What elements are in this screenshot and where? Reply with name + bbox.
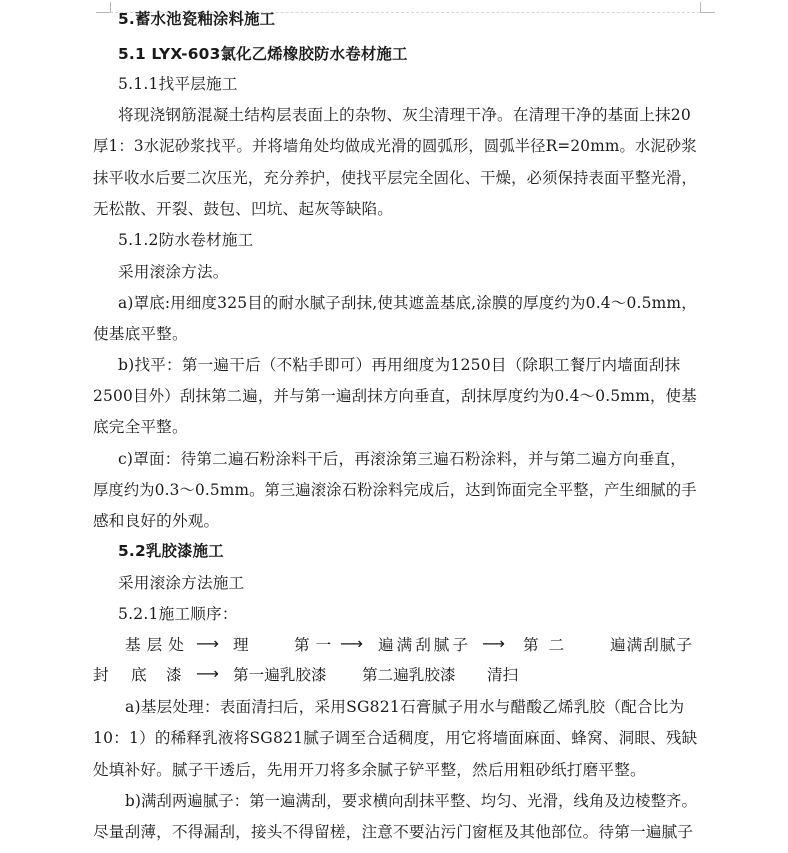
heading-5-2: 5.2乳胶漆施工	[118, 542, 224, 560]
flow-step-seal-2: 底	[131, 666, 147, 684]
method-text: 采用滚涂方法施工	[118, 574, 245, 592]
paragraph-line: 感和良好的外观。	[93, 512, 220, 530]
paragraph-line: 处填补好。腻子干透后，先用开刀将多余腻子铲平整，然后用粗砂纸打磨平整。	[93, 761, 646, 779]
flow-step-base-end: 理	[233, 636, 249, 654]
arrow-right-icon: ⟶	[340, 634, 363, 653]
paragraph-line: 厚1：3水泥砂浆找平。并将墙角处均做成光滑的圆弧形，圆弧半径R=20mm。水泥砂浆	[93, 137, 697, 155]
paragraph-line: 尽量刮薄，不得漏刮，接头不得留槎，注意不要沾污门窗框及其他部位。待第一遍腻子	[93, 823, 694, 841]
paragraph-line: a)罩底:用细度325目的耐水腻子刮抹,使其遮盖基底,涂膜的厚度约为0.4～0.5mm，	[118, 294, 697, 312]
flow-step-putty2-a: 第二	[523, 636, 575, 654]
method-text: 采用滚涂方法。	[118, 263, 229, 281]
flow-step-putty1-b: 遍满刮腻子	[378, 636, 471, 654]
heading-5: 5.蓄水池瓷釉涂料施工	[118, 10, 276, 28]
flow-step-seal-1: 封	[93, 666, 109, 684]
page-corner-mark-right	[700, 2, 715, 13]
paragraph-line: c)罩面：待第二遍石粉涂料干后，再滚涂第三遍石粉涂料，并与第二遍方向垂直，	[118, 450, 686, 468]
paragraph-line: 厚度约为0.3～0.5mm。第三遍滚涂石粉涂料完成后，达到饰面完全平整，产生细腻的手	[93, 481, 697, 499]
section-5-1-1: 5.1.1找平层施工	[118, 75, 238, 93]
paragraph-line: b)满刮两遍腻子：第一遍满刮，要求横向刮抹平整、均匀、光滑，线角及边棱整齐。	[125, 792, 698, 810]
flow-step-base: 基层处	[125, 636, 190, 654]
flow-step-latex1: 第一遍乳胶漆	[233, 666, 327, 684]
paragraph-line: 无松散、开裂、鼓包、凹坑、起灰等缺陷。	[93, 200, 394, 218]
paragraph-line: a)基层处理：表面清扫后，采用SG821石膏腻子用水与醋酸乙烯乳胶（配合比为	[125, 698, 685, 716]
arrow-right-icon: ⟶	[482, 634, 505, 653]
flow-step-putty2-b: 遍满刮腻子	[610, 636, 693, 654]
section-5-2-1: 5.2.1施工顺序：	[118, 605, 238, 623]
heading-5-1: 5.1 LYX-603氯化乙烯橡胶防水卷材施工	[118, 45, 408, 63]
flow-step-latex2: 第二遍乳胶漆	[362, 666, 456, 684]
page-corner-mark-left	[96, 2, 111, 13]
section-5-1-2: 5.1.2防水卷材施工	[118, 231, 254, 249]
arrow-right-icon: ⟶	[196, 664, 219, 683]
flow-step-seal-3: 漆	[166, 666, 182, 684]
paragraph-line: 将现浇钢筋混凝土结构层表面上的杂物、灰尘清理干净。在清理干净的基面上抹20	[118, 106, 692, 124]
paragraph-line: b)找平：第一遍干后（不粘手即可）再用细度为1250目（除职工餐厅内墙面刮抹	[118, 356, 681, 374]
paragraph-line: 底完全平整。	[93, 418, 188, 436]
flow-step-clean: 清扫	[487, 666, 519, 684]
paragraph-line: 抹平收水后要二次压光，充分养护，使找平层完全固化、干燥，必须保持表面平整光滑，	[93, 169, 697, 187]
paragraph-line: 2500目外）刮抹第二遍，并与第一遍刮抹方向垂直，刮抹厚度约为0.4～0.5mm，使基	[93, 387, 697, 405]
paragraph-line: 使基底平整。	[93, 325, 188, 343]
flow-step-putty1-a: 第一	[294, 636, 338, 654]
arrow-right-icon: ⟶	[196, 634, 219, 653]
paragraph-line: 10：1）的稀释乳液将SG821腻子调至合适稠度，用它将墙面麻面、蜂窝、洞眼、残缺	[93, 729, 698, 747]
